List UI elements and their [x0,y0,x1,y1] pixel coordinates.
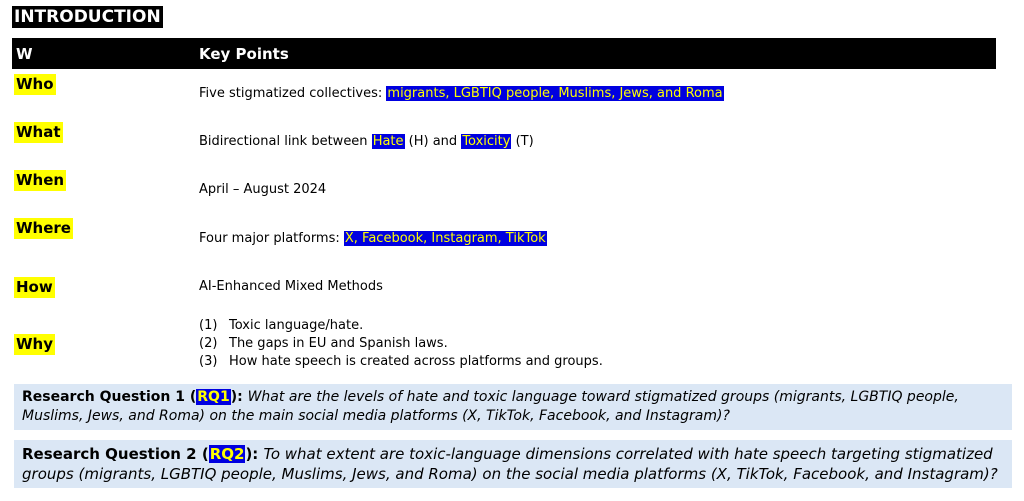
why-list [199,317,603,371]
row-label-where: Where [16,219,71,237]
list-item [199,353,603,371]
row-text-what [199,132,534,152]
rq2-label: Research Question 2 ( [22,445,209,463]
list-item-text: Toxic language/hate. [229,318,364,333]
rq2-label-end: ): [245,445,264,463]
list-item [199,317,603,335]
row-label-who: Who [16,75,54,93]
rq2-question: To what extent are toxic-language dimensions correlated with hate speech targeting stigmatized groups (migrants, LGBTIQ people, Muslims, Jews, and Roma) on the social media platforms (X, TikTok, Facebook, and Instagram)? [22,445,998,483]
who-text: Five stigmatized collectives: [199,86,387,101]
what-text-c: (T) [511,134,534,149]
column-header-key-points: Key Points [199,45,289,63]
who-highlight: migrants, LGBTIQ people, Muslims, Jews, and Roma [387,86,723,101]
what-highlight-toxicity: Toxicity [462,134,511,149]
column-header-w: W [16,45,33,63]
what-text-a: Bidirectional link between [199,134,372,149]
rq1-question: What are the levels of hate and toxic language toward stigmatized groups (migrants, LGBTIQ people, Muslims, Jews, and Roma) on the main social media platforms (X, TikTok, Facebook, and Instagram)? [22,389,959,424]
row-text-how: AI-Enhanced Mixed Methods [199,279,383,294]
where-highlight: X, Facebook, Instagram, TikTok [344,231,546,246]
row-label-what: What [16,123,61,141]
section-title: INTRODUCTION [14,7,161,27]
what-text-b: (H) and [404,134,462,149]
table-header [12,38,996,69]
rq1-label-end: ): [230,389,248,405]
rq1-label: Research Question 1 ( [22,389,197,405]
list-item-text: The gaps in EU and Spanish laws. [229,336,448,351]
row-text-where [199,229,547,249]
row-text-who [199,84,724,104]
research-question-1 [14,384,1012,430]
row-label-when: When [16,171,65,189]
what-highlight-hate: Hate [372,134,404,149]
list-item-text: How hate speech is created across platforms and groups. [229,354,603,369]
list-item [199,335,603,353]
row-label-why: Why [16,335,54,353]
rq2-tag: RQ2 [209,445,245,463]
research-question-2 [14,440,1012,488]
rq1-tag: RQ1 [197,389,230,405]
row-label-how: How [16,278,53,296]
list-item-number: (2) [199,336,218,351]
row-text-when: April – August 2024 [199,182,327,197]
where-text: Four major platforms: [199,231,344,246]
list-item-number: (3) [199,354,218,369]
list-item-number: (1) [199,318,218,333]
